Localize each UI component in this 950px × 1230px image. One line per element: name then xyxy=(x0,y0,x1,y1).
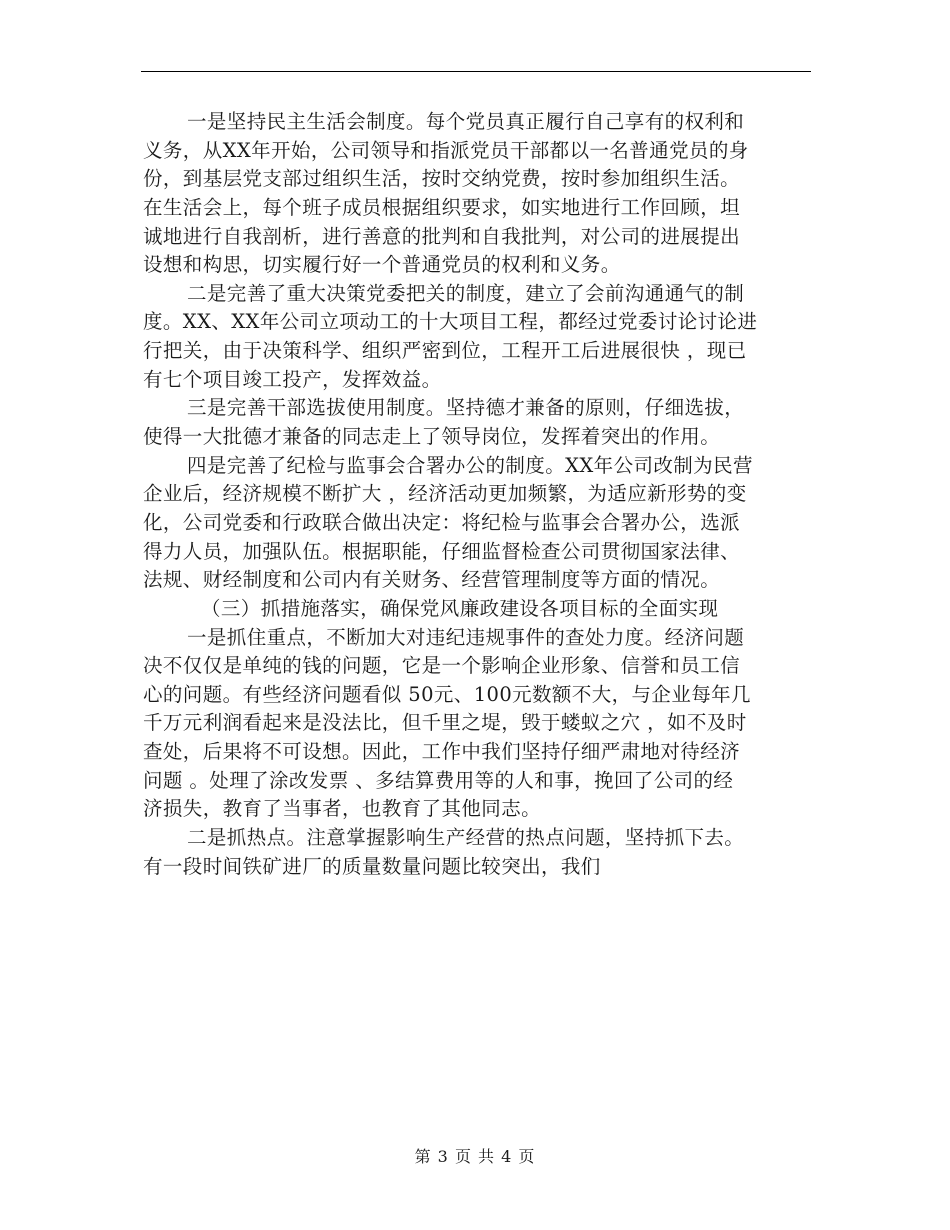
body-line: 义务，从XX年开始，公司领导和指派党员干部都以一名普通党员的身 xyxy=(143,138,749,162)
body-line: 企业后，经济规模不断扩大 ，经济活动更加频繁，为适应新形势的变 xyxy=(143,482,747,506)
body-line: 三是完善干部选拔使用制度。坚持德才兼备的原则，仔细选拔， xyxy=(187,396,745,420)
body-line: 问题 。处理了涂改发票 、多结算费用等的人和事，挽回了公司的经 xyxy=(143,768,734,792)
body-line: 得力人员，加强队伍。根据职能，仔细监督检查公司贯彻国家法律、 xyxy=(143,539,741,563)
body-line: 查处，后果将不可设想。因此，工作中我们坚持仔细严肃地对待经济 xyxy=(143,740,741,764)
body-line: 度。XX、XX年公司立项动工的十大项目工程，都经过党委讨论讨论进 xyxy=(143,310,758,334)
body-line: 四是完善了纪检与监事会合署办公的制度。XX年公司改制为民营 xyxy=(187,453,753,477)
body-line: 有七个项目竣工投产，发挥效益。 xyxy=(143,367,442,391)
body-line: 化，公司党委和行政联合做出决定：将纪检与监事会合署办公，选派 xyxy=(143,510,741,534)
body-line: 济损失，教育了当事者，也教育了其他同志。 xyxy=(143,797,542,821)
body-line: 一是坚持民主生活会制度。每个党员真正履行自己享有的权利和 xyxy=(187,110,745,133)
page-number: 第 3 页 共 4 页 xyxy=(414,1147,536,1166)
body-line: 法规、财经制度和公司内有关财务、经营管理制度等方面的情况。 xyxy=(143,568,721,592)
document-body xyxy=(143,108,811,881)
body-line: 行把关，由于决策科学、组织严密到位，工程开工后进展很快 ，现已 xyxy=(143,339,747,363)
body-line: 二是抓热点。注意掌握影响生产经营的热点问题，坚持抓下去。 xyxy=(187,826,745,850)
body-line: 一是抓住重点，不断加大对违纪违规事件的查处力度。经济问题 xyxy=(187,625,745,649)
header-rule xyxy=(141,71,811,72)
body-line: 千万元利润看起来是没法比，但千里之堤，毁于蝼蚁之穴 ，如不及时 xyxy=(143,711,747,735)
body-line: 在生活会上，每个班子成员根据组织要求，如实地进行工作回顾，坦 xyxy=(143,195,741,219)
body-line: 决不仅仅是单纯的钱的问题，它是一个影响企业形象、信誉和员工信 xyxy=(143,654,741,678)
body-line: 二是完善了重大决策党委把关的制度，建立了会前沟通通气的制 xyxy=(187,281,745,305)
body-line: 心的问题。有些经济问题看似 50元、100元数额不大，与企业每年几 xyxy=(143,682,751,706)
body-line: 有一段时间铁矿进厂的质量数量问题比较突出，我们 xyxy=(143,854,601,878)
body-line: 份，到基层党支部过组织生活，按时交纳党费，按时参加组织生活。 xyxy=(143,167,741,191)
body-line: 设想和构思，切实履行好一个普通党员的权利和义务。 xyxy=(143,253,621,277)
body-line: 诚地进行自我剖析，进行善意的批判和自我批判，对公司的进展提出 xyxy=(143,224,741,248)
section-heading: （三）抓措施落实，确保党风廉政建设各项目标的全面实现 xyxy=(201,596,719,620)
body-line: 使得一大批德才兼备的同志走上了领导岗位，发挥着突出的作用。 xyxy=(143,425,721,449)
